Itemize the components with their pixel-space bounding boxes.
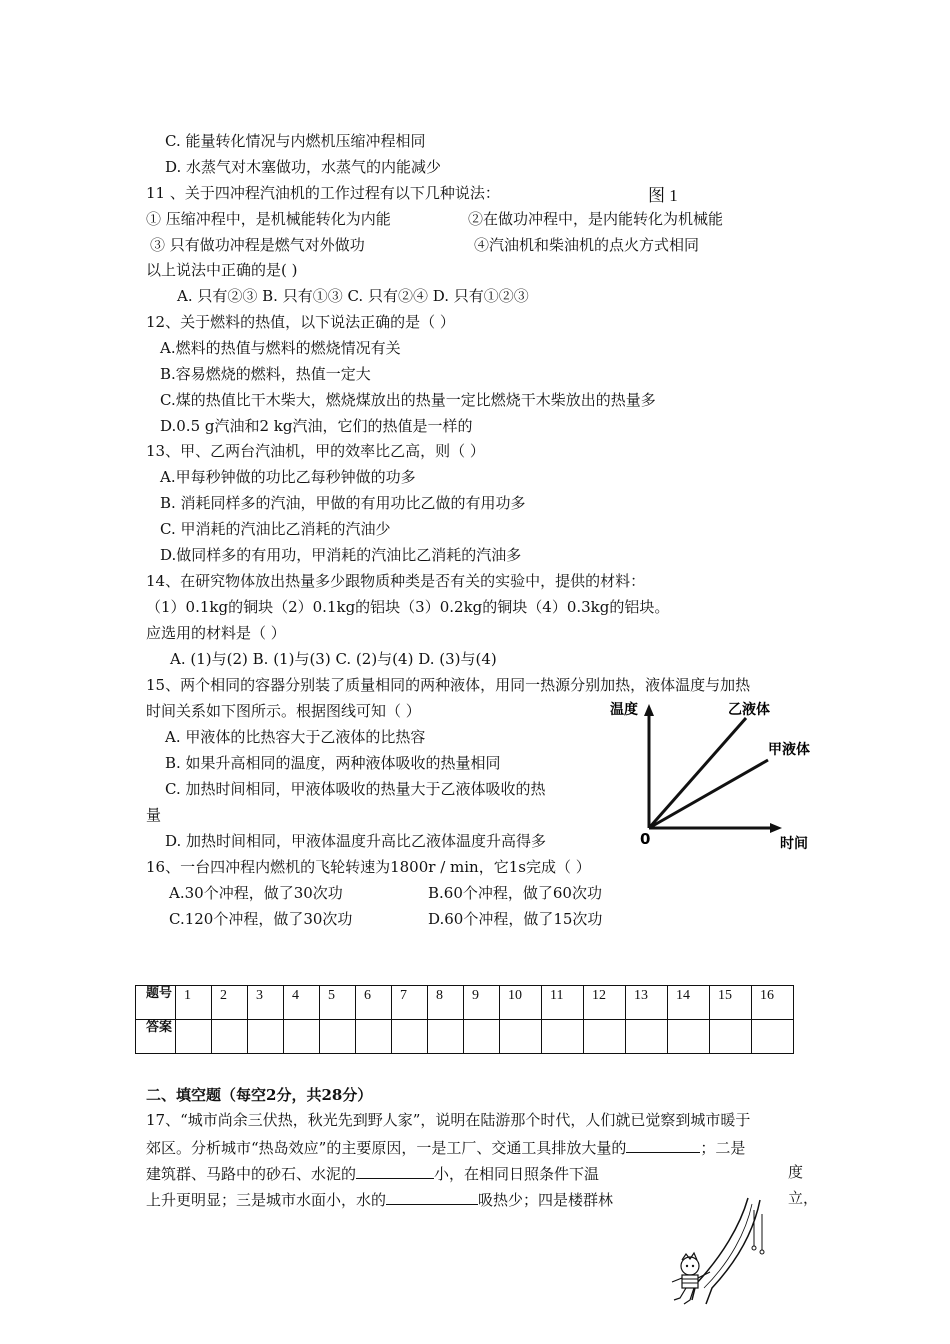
answer-cell[interactable] — [176, 1020, 212, 1054]
answer-table — [135, 985, 794, 1054]
q14-options: A. (1)与(2) B. (1)与(3) C. (2)与(4) D. (3)与(4) — [170, 650, 497, 668]
question-number-cell: 5 — [320, 986, 356, 1020]
child-on-slide-illustration — [660, 1196, 780, 1311]
q11-statement-2: ②在做功冲程中，是内能转化为机械能 — [468, 210, 724, 228]
answer-table-answer-header: 答案 — [136, 1020, 176, 1054]
figure-label: 图 1 — [648, 186, 678, 205]
q10-option-d: D. 水蒸气对木塞做功，水蒸气的内能减少 — [165, 158, 442, 176]
question-number-cell: 15 — [710, 986, 752, 1020]
q14-stem: 14、在研究物体放出热量多少跟物质种类是否有关的实验中，提供的材料： — [146, 572, 646, 590]
graph-x-axis-arrow — [770, 823, 782, 833]
answer-table-number-row — [136, 986, 794, 1020]
question-number-cell: 16 — [752, 986, 794, 1020]
q16-stem: 16、一台四冲程内燃机的飞轮转速为1800r / min，它1s完成（ ） — [146, 858, 591, 876]
q17-line-2-tail: ；二是 — [700, 1139, 746, 1157]
answer-cell[interactable] — [542, 1020, 584, 1054]
answer-table-answer-row — [136, 1020, 794, 1054]
q10-option-c: C. 能量转化情况与内燃机压缩冲程相同 — [165, 132, 426, 150]
q16-option-d: D.60个冲程，做了15次功 — [428, 910, 603, 928]
answer-cell[interactable] — [320, 1020, 356, 1054]
q13-option-b: B. 消耗同样多的汽油，甲做的有用功比乙做的有用功多 — [160, 494, 526, 512]
q16-option-c: C.120个冲程，做了30次功 — [169, 910, 353, 928]
q11-statement-1: ① 压缩冲程中，是机械能转化为内能 — [146, 210, 391, 228]
q11-statement-4: ④汽油机和柴油机的点火方式相同 — [474, 236, 700, 254]
q13-stem: 13、甲、乙两台汽油机，甲的效率比乙高，则（ ） — [146, 442, 485, 460]
q17-line-4-end: 立， — [788, 1189, 819, 1207]
answer-cell[interactable] — [710, 1020, 752, 1054]
q12-option-b: B.容易燃烧的燃料，热值一定大 — [160, 365, 371, 383]
q12-option-c: C.煤的热值比干木柴大，燃烧煤放出的热量一定比燃烧干木柴放出的热量多 — [160, 391, 656, 409]
answer-cell[interactable] — [752, 1020, 794, 1054]
answer-cell[interactable] — [584, 1020, 626, 1054]
question-number-cell: 1 — [176, 986, 212, 1020]
q17-line-3-end: 度 — [788, 1163, 804, 1181]
graph-line-yi-label: 乙液体 — [728, 702, 770, 718]
answer-cell[interactable] — [668, 1020, 710, 1054]
q17-line-2-text: 郊区。分析城市“热岛效应”的主要原因，一是工厂、交通工具排放大量的 — [146, 1139, 627, 1157]
question-number-cell: 14 — [668, 986, 710, 1020]
q14-question: 应选用的材料是（ ） — [146, 624, 286, 642]
question-number-cell: 13 — [626, 986, 668, 1020]
q15-option-a: A. 甲液体的比热容大于乙液体的比热容 — [165, 728, 426, 746]
graph-y-axis-arrow — [644, 704, 654, 716]
graph-x-label: 时间 — [780, 836, 808, 852]
q17-line-4 — [146, 1188, 613, 1210]
answer-cell[interactable] — [500, 1020, 542, 1054]
q12-stem: 12、关于燃料的热值，以下说法正确的是（ ） — [146, 313, 455, 331]
graph-line-yi — [649, 718, 746, 828]
q12-option-d: D.0.5 g汽油和2 kg汽油，它们的热值是一样的 — [160, 417, 473, 435]
question-number-cell: 9 — [464, 986, 500, 1020]
q17-blank-3[interactable] — [386, 1188, 478, 1205]
q11-statement-3: ③ 只有做功冲程是燃气对外做功 — [150, 236, 365, 254]
question-number-cell: 3 — [248, 986, 284, 1020]
graph-y-label: 温度 — [610, 702, 638, 718]
q15-option-c-continued: 量 — [146, 806, 162, 824]
q15-stem-line-2: 时间关系如下图所示。根据图线可知（ ） — [146, 702, 421, 720]
answer-table-number-header: 题号 — [136, 986, 176, 1020]
answer-cell[interactable] — [284, 1020, 320, 1054]
question-number-cell: 12 — [584, 986, 626, 1020]
q17-line-2 — [146, 1136, 745, 1158]
q15-option-d: D. 加热时间相同，甲液体温度升高比乙液体温度升高得多 — [165, 832, 547, 850]
q17-blank-2[interactable] — [356, 1162, 434, 1179]
q11-stem: 11 、关于四冲程汽油机的工作过程有以下几种说法： — [146, 184, 500, 202]
temperature-time-graph — [596, 696, 816, 856]
answer-cell[interactable] — [248, 1020, 284, 1054]
question-number-cell: 6 — [356, 986, 392, 1020]
question-number-cell: 8 — [428, 986, 464, 1020]
q17-line-1: 17、“城市尚余三伏热，秋光先到野人家”，说明在陆游那个时代，人们就已觉察到城市暖于 — [146, 1111, 751, 1129]
q17-line-3 — [146, 1162, 599, 1184]
graph-origin-label: 0 — [640, 830, 651, 848]
section-2-title: 二、填空题（每空2分，共28分） — [146, 1086, 373, 1104]
q17-line-4-text: 上升更明显；三是城市水面小，水的 — [146, 1191, 387, 1209]
question-number-cell: 2 — [212, 986, 248, 1020]
question-number-cell: 10 — [500, 986, 542, 1020]
q15-option-b: B. 如果升高相同的温度，两种液体吸收的热量相同 — [165, 754, 501, 772]
answer-cell[interactable] — [626, 1020, 668, 1054]
graph-line-jia — [649, 760, 768, 828]
q16-option-b: B.60个冲程，做了60次功 — [428, 884, 602, 902]
question-number-cell: 11 — [542, 986, 584, 1020]
answer-cell[interactable] — [212, 1020, 248, 1054]
q13-option-a: A.甲每秒钟做的功比乙每秒钟做的功多 — [160, 468, 416, 486]
q13-option-d: D.做同样多的有用功，甲消耗的汽油比乙消耗的汽油多 — [160, 546, 522, 564]
question-number-cell: 7 — [392, 986, 428, 1020]
graph-line-jia-label: 甲液体 — [768, 742, 810, 758]
answer-cell[interactable] — [392, 1020, 428, 1054]
q11-question: 以上说法中正确的是( ) — [146, 261, 298, 279]
q17-line-3-mid: 小，在相同日照条件下温 — [434, 1165, 600, 1183]
q17-line-4-mid: 吸热少；四是楼群林 — [478, 1191, 614, 1209]
answer-cell[interactable] — [428, 1020, 464, 1054]
q17-blank-1[interactable] — [626, 1136, 700, 1153]
q12-option-a: A.燃料的热值与燃料的燃烧情况有关 — [160, 339, 401, 357]
question-number-cell: 4 — [284, 986, 320, 1020]
q15-option-c: C. 加热时间相同，甲液体吸收的热量大于乙液体吸收的热 — [165, 780, 546, 798]
answer-cell[interactable] — [464, 1020, 500, 1054]
q13-option-c: C. 甲消耗的汽油比乙消耗的汽油少 — [160, 520, 391, 538]
q15-stem-line-1: 15、两个相同的容器分别装了质量相同的两种液体，用同一热源分别加热，液体温度与加热 — [146, 676, 751, 694]
q16-option-a: A.30个冲程，做了30次功 — [169, 884, 343, 902]
answer-cell[interactable] — [356, 1020, 392, 1054]
q14-materials: （1）0.1kg的铜块（2）0.1kg的铝块（3）0.2kg的铜块（4）0.3kg的铝块。 — [146, 598, 670, 616]
q17-line-3-text: 建筑群、马路中的砂石、水泥的 — [146, 1165, 357, 1183]
q11-options: A. 只有②③ B. 只有①③ C. 只有②④ D. 只有①②③ — [177, 287, 529, 305]
